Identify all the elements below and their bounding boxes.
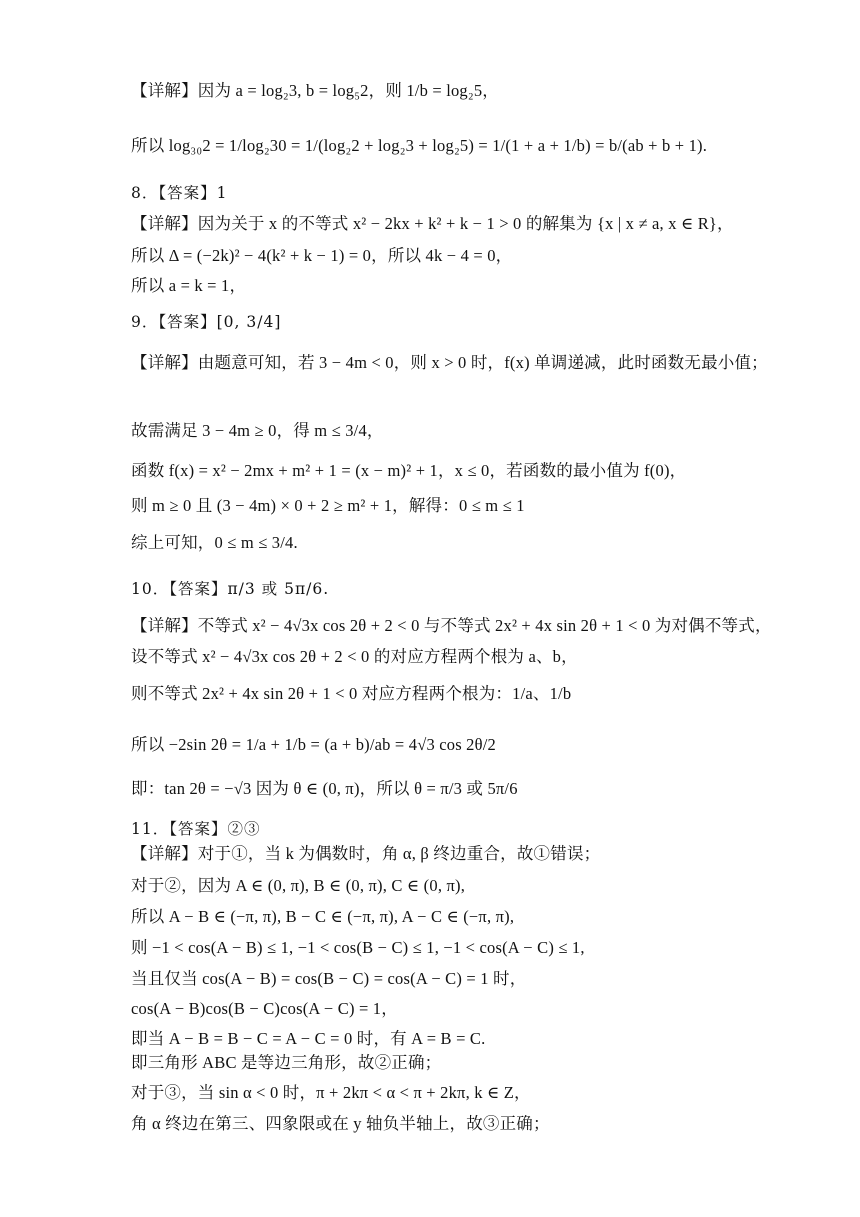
line-detail-9e: 综上可知，0 ≤ m ≤ 3/4. [131,533,298,552]
line-detail-7-result: 所以 log₃₀2 = 1/log₂30 = 1/(log₂2 + log₂3 + log₂5) = 1/(1 + a + 1/b) = b/(ab + b + 1). [131,136,708,155]
line-detail-11e: 当且仅当 cos(A − B) = cos(B − C) = cos(A − C) = 1 时， [131,969,527,988]
line-detail-8c: 所以 a = k = 1， [131,276,247,295]
line-detail-11h: 即三角形 ABC 是等边三角形，故②正确； [131,1053,442,1072]
answer-11: 11．【答案】②③ [131,820,261,838]
line-detail-11i: 对于③，当 sin α < 0 时，π + 2kπ < α < π + 2kπ, k ∈ Z， [131,1083,531,1102]
line-detail-8: 【详解】因为关于 x 的不等式 x² − 2kx + k² + k − 1 > 0 的解集为 {x | x ≠ a, x ∈ R}， [131,214,734,233]
answer-9: 9．【答案】[0, 3/4] [131,313,282,331]
line-detail-10d: 所以 −2sin 2θ = 1/a + 1/b = (a + b)/ab = 4√3 cos 2θ/2 [131,735,496,754]
line-detail-11c: 所以 A − B ∈ (−π, π), B − C ∈ (−π, π), A − C ∈ (−π, π), [131,907,515,926]
line-detail-10e: 即：tan 2θ = −√3 因为 θ ∈ (0, π)，所以 θ = π/3 或 5π/6 [131,779,518,798]
line-detail-9b: 故需满足 3 − 4m ≥ 0，得 m ≤ 3/4， [131,421,384,440]
line-detail-9c: 函数 f(x) = x² − 2mx + m² + 1 = (x − m)² + 1，x ≤ 0，若函数的最小值为 f(0)， [131,461,687,480]
line-detail-10c: 则不等式 2x² + 4x sin 2θ + 1 < 0 对应方程两个根为：1/a、1/b [131,684,572,703]
line-detail-11d: 则 −1 < cos(A − B) ≤ 1, −1 < cos(B − C) ≤ 1, −1 < cos(A − C) ≤ 1, [131,938,585,957]
line-detail-9a: 【详解】由题意可知，若 3 − 4m < 0，则 x > 0 时，f(x) 单调递减，此时函数无最小值； [131,353,768,372]
answer-8: 8．【答案】1 [131,184,228,202]
line-detail-8b: 所以 Δ = (−2k)² − 4(k² + k − 1) = 0，所以 4k − 4 = 0， [131,246,513,265]
line-detail-9d: 则 m ≥ 0 且 (3 − 4m) × 0 + 2 ≥ m² + 1，解得：0 ≤ m ≤ 1 [131,496,525,515]
line-detail-11a: 【详解】对于①，当 k 为偶数时，角 α, β 终边重合，故①错误； [131,844,601,863]
line-detail-11b: 对于②，因为 A ∈ (0, π), B ∈ (0, π), C ∈ (0, π), [131,876,466,895]
line-detail-11f: cos(A − B)cos(B − C)cos(A − C) = 1， [131,999,398,1018]
line-detail-11g: 即当 A − B = B − C = A − C = 0 时，有 A = B = C. [131,1029,486,1048]
line-detail-7: 【详解】因为 a = log₂3, b = log₅2，则 1/b = log₂5， [131,81,499,100]
line-detail-10a: 【详解】不等式 x² − 4√3x cos 2θ + 2 < 0 与不等式 2x² + 4x sin 2θ + 1 < 0 为对偶不等式， [131,616,772,635]
line-detail-11j: 角 α 终边在第三、四象限或在 y 轴负半轴上，故③正确； [131,1114,550,1133]
line-detail-10b: 设不等式 x² − 4√3x cos 2θ + 2 < 0 的对应方程两个根为 a、b， [131,647,578,666]
answer-10: 10．【答案】π/3 或 5π/6. [131,580,330,598]
